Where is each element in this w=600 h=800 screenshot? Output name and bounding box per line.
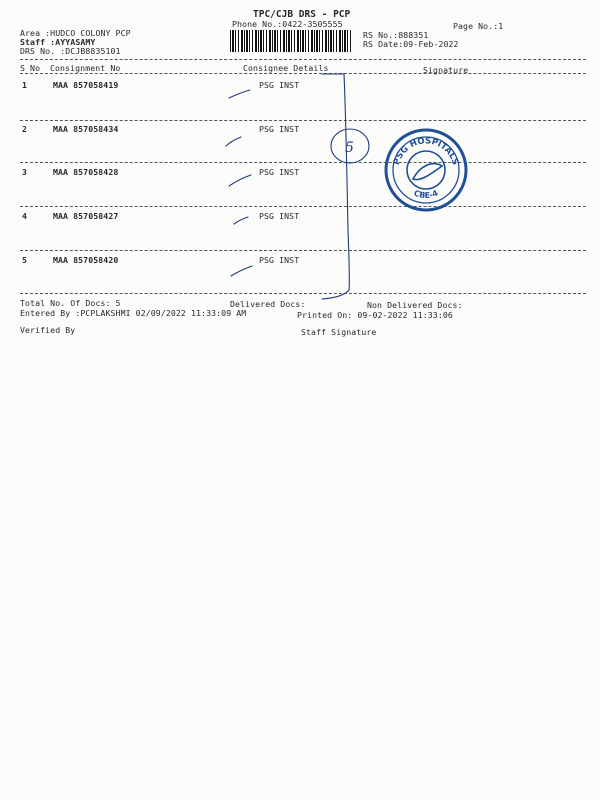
row-divider (20, 120, 586, 121)
row-sno: 1 (22, 80, 28, 90)
svg-text:CBE-4 (413, 188, 440, 200)
tick-mark (229, 90, 250, 98)
sheet-title: TPC/CJB DRS - PCP (253, 9, 351, 20)
drs-number: DRS No. :DCJB8835101 (20, 46, 121, 56)
stamp-top-text: PSG HOSPITALS (391, 136, 461, 167)
stamp-bottom-text: CBE-4 (412, 188, 440, 201)
column-divider (20, 73, 586, 74)
printed-on: Printed On: 09-02-2022 11:33:06 (297, 310, 453, 320)
row-consignee: PSG INST (259, 124, 300, 134)
column-signature: Signature (423, 65, 469, 75)
entered-by: Entered By :PCPLAKSHMI 02/09/2022 11:33:09 AM (20, 308, 247, 318)
bracket-line (322, 74, 349, 299)
row-consignment: MAA 857058434 (53, 124, 119, 134)
row-consignee: PSG INST (259, 211, 300, 221)
row-sno: 3 (22, 167, 28, 177)
row-consignment: MAA 857058420 (53, 255, 119, 265)
rs-number: RS No.:888351 (363, 30, 429, 40)
non-delivered-docs: Non Delivered Docs: (367, 300, 463, 310)
column-sno: S No (20, 63, 41, 73)
tick-mark (234, 217, 248, 224)
tick-mark (226, 137, 241, 146)
row-consignee: PSG INST (259, 80, 300, 90)
area-label: Area :HUDCO COLONY PCP (20, 28, 131, 38)
row-sno: 4 (22, 211, 28, 221)
row-divider (20, 206, 586, 207)
tick-mark (231, 266, 252, 276)
row-consignment: MAA 857058419 (53, 80, 119, 90)
row-divider (20, 162, 586, 163)
row-sno: 2 (22, 124, 28, 134)
row-consignee: PSG INST (259, 255, 300, 265)
staff-signature: Staff Signature (301, 327, 377, 337)
row-divider (20, 250, 586, 251)
handwritten-count: 5 (345, 140, 354, 156)
header-divider (20, 59, 586, 60)
circled-count-ring (331, 129, 369, 163)
total-docs: Total No. Of Docs: 5 (20, 298, 121, 308)
row-consignment: MAA 857058427 (53, 211, 119, 221)
row-consignee: PSG INST (259, 167, 300, 177)
row-consignment: MAA 857058428 (53, 167, 119, 177)
stamp-scribble (413, 164, 442, 180)
phone-number: Phone No.:0422-3505555 (232, 19, 343, 29)
column-consignee-details: Consignee Details (243, 63, 329, 73)
staff-label: Staff :AYYASAMY (20, 37, 96, 47)
psg-hospitals-stamp (386, 130, 466, 210)
rs-date: RS Date:09-Feb-2022 (363, 39, 459, 49)
page-number: Page No.:1 (453, 21, 504, 31)
tick-mark (229, 175, 251, 186)
barcode (230, 30, 352, 52)
column-consignment: Consignment No (50, 63, 121, 73)
verified-by: Verified By (20, 325, 76, 335)
row-sno: 5 (22, 255, 28, 265)
table-bottom-divider (20, 293, 586, 294)
delivered-docs: Delivered Docs: (230, 299, 306, 309)
